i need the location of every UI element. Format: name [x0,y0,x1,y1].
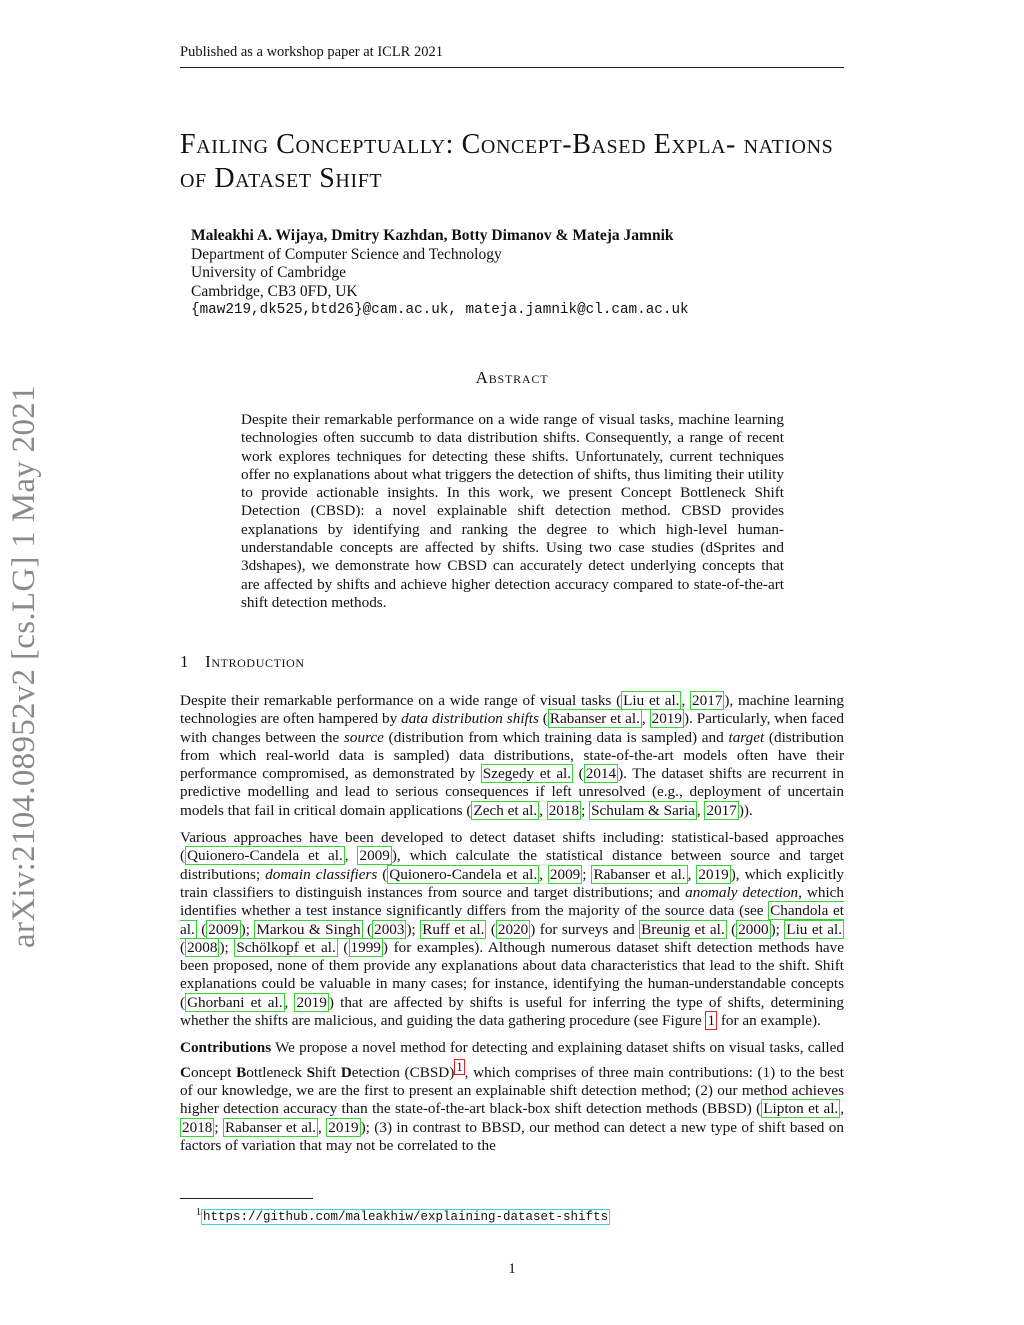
citation-link[interactable]: 2008 [187,938,218,956]
text-run: ; [214,1118,223,1136]
text-run: ), which explicitly train classifiers to distinguish instances from source and target distributions; and [180,865,845,901]
citation-link[interactable]: 2009 [549,865,581,883]
running-header: Published as a workshop paper at ICLR 2021 [180,44,844,68]
text-run: ); (3) in contrast to BBSD, our method can detect a new type of shift based on factors of variation that may not be correlated to the [180,1118,844,1154]
text-run: oncept [190,1063,237,1081]
footnote [196,1207,610,1224]
bold-initial: S [306,1063,316,1081]
citation-link[interactable]: 2009 [359,847,390,865]
bold-initial: B [236,1063,247,1081]
citation-link[interactable]: Quionero-Candela et al. [187,847,343,865]
text-run: ) for surveys and [530,920,640,938]
citation-link[interactable]: Ruff et al. [422,920,485,938]
footnote-mark: 1 [196,1207,201,1218]
text-run: ( [726,920,737,938]
text-run: , [687,865,697,883]
citation-link[interactable]: 2019 [651,710,682,728]
text-run: ). The dataset shifts are recurrent in predictive modelling and lead to serious consequences if left unresolved (e.g., deployment of uncertain models that fail in critical domain applications ( [180,765,844,819]
citation-link[interactable]: 2018 [548,801,580,819]
footnote-link[interactable]: 1 [456,1059,463,1074]
text-run: , [840,1100,845,1118]
paragraph-3 [180,1039,844,1155]
text-run: ( [377,865,388,883]
text-run: Despite their remarkable performance on a wide range of visual tasks ( [180,692,622,709]
footnote-url-link[interactable]: https://github.com/maleakhiw/explaining-dataset-shifts [203,1210,609,1224]
text-run: ), which calculate the statistical distance between source and target distributions; [180,847,844,883]
citation-link[interactable]: Zech et al. [473,801,538,819]
citation-link[interactable]: Quionero-Candela et al. [389,865,538,883]
text-run: ; [581,801,590,819]
text-run: , [284,993,295,1011]
text-run: ; [582,865,592,883]
text-run: ); [770,920,785,938]
citation-link[interactable]: Rabanser et al. [225,1118,317,1136]
footnote-rule [180,1198,313,1199]
text-run: ), machine learning technologies are often hampered by [180,692,844,728]
emphasis: anomaly detection [685,883,799,901]
citation-link[interactable]: 2017 [692,692,723,709]
emphasis: source [343,728,384,746]
text-run: , [681,692,691,709]
text-run: ). Particularly, when faced with changes between the [180,710,844,746]
text-run: , [318,1118,327,1136]
text-run: ottleneck [246,1063,307,1081]
section-number: 1 [180,652,190,671]
text-run: Various approaches have been developed to detect dataset shifts including: statistical-based approaches ( [180,829,844,865]
citation-link[interactable]: Markou & Singh [256,920,361,938]
abstract-heading: Abstract [475,368,549,387]
citation-link[interactable]: Breunig et al. [641,920,725,938]
text-run: etection (CBSD) [351,1063,455,1081]
abstract-text: Despite their remarkable performance on a wide range of visual tasks, machine learning technologies often succumb to data distribution shifts. Consequently, a range of recent work explores techniques for detecting these shifts. Unfortunately, current techniques offer no explanations about what triggers the detection of shifts, thus limiting their utility to provide actionable insights. In this work, we present Concept Bottleneck Shift Detection (CBSD): a novel explainable shift detection method. CBSD provides explanations by identifying and ranking the degree to which high-level human-understandable concepts are affected by shifts. Using two case studies (dSprites and 3dshapes), we demonstrate how CBSD can accurately detect underlying concepts that are affected by shifts and achieve higher detection accuracy compared to state-of-the-art shift detection methods. [241,411,784,611]
citation-link[interactable]: 2003 [374,920,405,938]
text-run: ); [219,938,235,956]
text-run: ( [538,710,548,728]
author-department: Department of Computer Science and Technology [191,245,502,263]
author-block [191,227,689,320]
text-run: , [641,710,650,728]
text-run: )). [738,801,753,819]
arxiv-identifier: arXiv:2104.08952v2 [cs.LG] 1 May 2021 [6,385,42,948]
citation-link[interactable]: Rabanser et al. [549,710,640,728]
body-text [180,692,844,1164]
citation-link[interactable]: Lipton et al. [763,1100,839,1118]
citation-link[interactable]: 2020 [497,920,529,938]
author-university: University of Cambridge [191,264,346,281]
text-run: ) that are affected by shifts is useful for inferring the type of shifts, determining whether the shifts are malicious, and guiding the data gathering procedure (see Figure [180,993,844,1030]
paragraph-2 [180,829,844,1030]
author-emails: {maw219,dk525,btd26}@cam.ac.uk, mateja.jamnik@cl.cam.ac.uk [191,302,689,318]
text-run: ) for examples). Although numerous dataset shift detection methods have been proposed, none of them provide any explanations about data characteristics that lead to the shift. Shift explanations could be valuable in many cases; for instance, identifying the human-understandable concepts ( [180,938,845,1011]
text-run: for an example). [717,1012,821,1030]
text-run: ); [240,920,255,938]
citation-link[interactable]: 2014 [585,765,617,783]
text-run: We propose a novel method for detecting and explaining dataset shifts on visual tasks, called [271,1039,844,1057]
text-run: ( [486,920,496,938]
citation-link[interactable]: Liu et al. [623,692,680,709]
emphasis: target [728,728,765,746]
bold-initial: D [340,1063,352,1081]
citation-link[interactable]: Szegedy et al. [482,765,572,783]
paper-title: Failing Conceptually: Concept-Based Expla- nations of Dataset Shift [180,129,834,194]
text-run: ( [337,938,349,956]
text-run: ( [180,938,186,956]
section-title: Introduction [205,652,305,671]
citation-link[interactable]: 2019 [296,993,327,1011]
text-run: ( [196,920,207,938]
page-number: 1 [508,1261,516,1277]
text-run: hift [315,1063,341,1081]
citation-link[interactable]: Ghorbani et al. [187,993,283,1011]
author-names: Maleakhi A. Wijaya, Dmitry Kazhdan, Botty Dimanov & Mateja Jamnik [191,227,674,244]
text-run: ); [406,920,421,938]
citation-link[interactable]: Rabanser et al. [593,865,686,883]
author-address: Cambridge, CB3 0FD, UK [191,282,358,300]
text-run: (distribution from which training data is sampled) and [383,728,729,746]
emphasis: domain classifiers [265,865,378,883]
citation-link[interactable]: 2017 [706,801,737,819]
text-run: , [344,847,358,865]
citation-link[interactable]: 2019 [698,865,729,883]
emphasis: data distribution shifts [401,710,539,728]
text-run: (distribution from which real-world data is sampled) data distributions, state-of-the-art models often have their performance compromised, as demonstrated by [180,728,845,783]
text-run: , [696,801,705,819]
section-heading [180,652,305,672]
text-run: , which identifies whether a test instance significantly differs from the majority of the source data (see [180,883,844,920]
citation-link[interactable]: 2019 [328,1118,359,1136]
citation-link[interactable]: Schulam & Saria [591,801,695,819]
text-run: ( [362,920,373,938]
text-run: , [539,801,547,819]
paragraph-label: Contributions [180,1039,272,1057]
citation-link[interactable]: Schölkopf et al. [236,938,336,956]
citation-link[interactable]: Chandola et al. [180,902,844,938]
citation-link[interactable]: 1999 [350,938,381,956]
bold-initial: C [180,1063,191,1081]
text-run: ( [573,765,584,783]
citation-link[interactable]: 2000 [738,920,769,938]
text-run: , which comprises of three main contributions: (1) to the best of our knowledge, we are the first to present an explainable shift detection method; (2) our method achieves higher detection accuracy than the state-of-the-art black-box shift detection methods (BBSD) ( [180,1063,845,1118]
text-run: , [539,865,548,883]
figure-reference-link[interactable]: 1 [707,1012,716,1030]
paragraph-1 [180,692,844,820]
citation-link[interactable]: 2018 [182,1118,213,1136]
citation-link[interactable]: Liu et al. [786,920,842,938]
citation-link[interactable]: 2009 [208,920,239,938]
